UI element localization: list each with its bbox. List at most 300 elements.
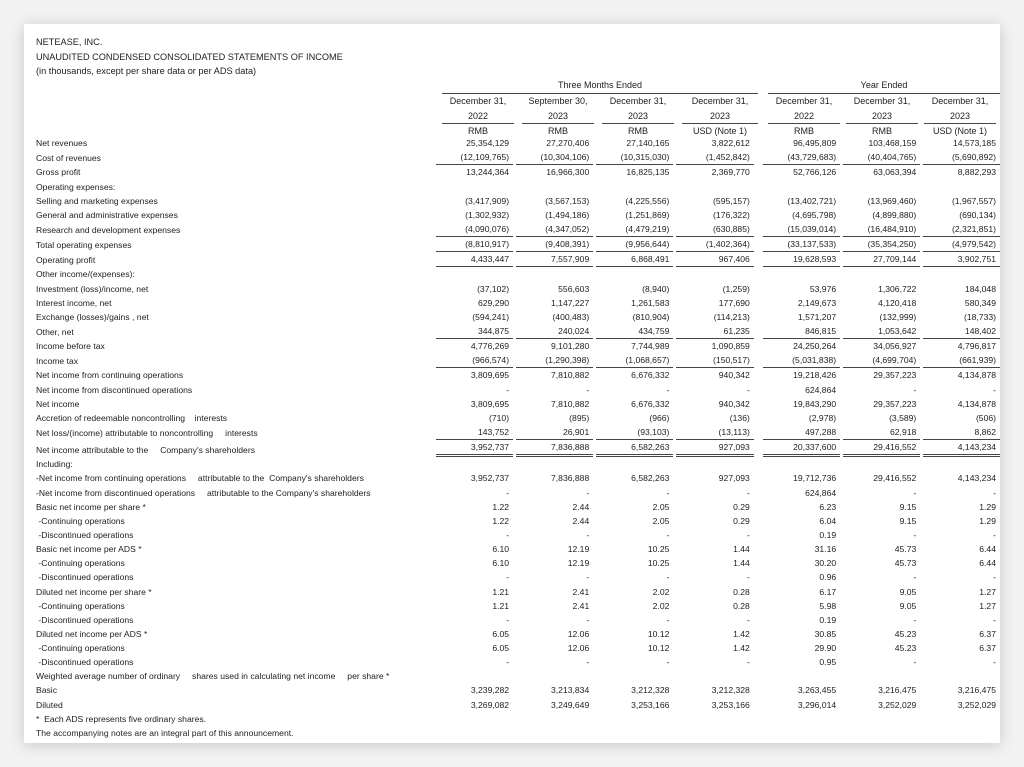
- cell-value: -: [586, 529, 590, 540]
- cell-value: 0.28: [733, 586, 750, 597]
- cell-value: 6,868,491: [596, 252, 674, 267]
- cell-value: 8,882,293: [957, 167, 996, 178]
- table-row: [36, 411, 1000, 425]
- cell-value: 1.44: [733, 558, 750, 569]
- cell-value: (400,483): [552, 311, 590, 322]
- cell-value: 29,357,223: [873, 398, 917, 409]
- cell-value: (4,699,704): [843, 353, 921, 368]
- cell-value: 1,261,583: [631, 297, 670, 308]
- cell-value: 1.22: [492, 515, 510, 526]
- cell-value: 6.37: [979, 628, 996, 639]
- row-label: -Net income from continuing operations attributable to the Company's shareholders: [36, 473, 364, 484]
- cell-value: 20,337,600: [763, 440, 841, 457]
- cell-value: [763, 179, 841, 193]
- cell-value: 0.96: [819, 572, 837, 583]
- cell-value: 25,354,129: [466, 138, 510, 149]
- cell-value: (5,031,838): [763, 353, 841, 368]
- column-gap: [754, 655, 763, 669]
- table-row: [36, 397, 1000, 411]
- table-row: [36, 570, 1000, 584]
- footnote: The accompanying notes are an integral part of this announcement.: [36, 727, 294, 738]
- column-gap: [754, 627, 763, 641]
- cell-value: 27,709,144: [843, 252, 921, 267]
- cell-value: 4,120,418: [878, 297, 917, 308]
- cell-value: -: [746, 487, 750, 498]
- table-row: [36, 584, 1000, 598]
- cell-value: 3,253,166: [711, 699, 750, 710]
- table-row: [36, 669, 1000, 683]
- column-gap: [754, 281, 763, 295]
- cell-value: (4,347,052): [516, 222, 594, 237]
- cell-value: 29,416,552: [873, 473, 917, 484]
- cell-value: (16,484,910): [843, 222, 921, 237]
- cell-value: 19,628,593: [763, 252, 841, 267]
- cell-value: (1,494,186): [545, 209, 590, 220]
- cell-value: 6.17: [819, 586, 837, 597]
- table-row: [36, 281, 1000, 295]
- table-row: [36, 382, 1000, 396]
- row-label: -Discontinued operations: [36, 614, 134, 625]
- cell-value: -: [993, 487, 996, 498]
- cell-value: (710): [489, 412, 510, 423]
- column-year: 2023: [846, 109, 918, 125]
- column-date: December 31,: [931, 96, 989, 106]
- table-row: [36, 641, 1000, 655]
- cell-value: -: [993, 657, 996, 668]
- cell-value: 45.73: [894, 558, 917, 569]
- row-label: Interest income, net: [36, 297, 112, 308]
- table-row: [36, 165, 1000, 179]
- table-row: [36, 697, 1000, 711]
- row-label: Research and development expenses: [36, 224, 181, 235]
- cell-value: [516, 669, 594, 683]
- cell-value: 3,952,737: [436, 440, 514, 457]
- cell-value: -: [913, 657, 917, 668]
- cell-value: 1.22: [492, 501, 510, 512]
- cell-value: (4,225,556): [625, 195, 670, 206]
- cell-value: [923, 457, 1000, 471]
- cell-value: 6,582,263: [596, 440, 674, 457]
- cell-value: 19,843,290: [793, 398, 837, 409]
- cell-value: 10.12: [647, 643, 670, 654]
- cell-value: -: [993, 529, 996, 540]
- column-gap: [754, 237, 763, 252]
- cell-value: (2,321,851): [923, 222, 1000, 237]
- cell-value: (40,404,765): [843, 150, 921, 165]
- table-row: [36, 353, 1000, 368]
- cell-value: 7,836,888: [551, 473, 590, 484]
- cell-value: [596, 267, 674, 281]
- column-date: December 31,: [775, 96, 833, 106]
- cell-value: 34,056,927: [873, 341, 917, 352]
- row-label: Accretion of redeemable noncontrolling interests: [36, 412, 228, 423]
- column-gap: [754, 252, 763, 267]
- cell-value: 344,875: [436, 324, 514, 339]
- cell-value: 19,218,426: [793, 370, 837, 381]
- cell-value: [676, 457, 754, 471]
- cell-value: 7,810,882: [551, 398, 590, 409]
- cell-value: (4,090,076): [436, 222, 514, 237]
- cell-value: (4,695,798): [792, 209, 837, 220]
- cell-value: 2.05: [652, 515, 670, 526]
- column-gap: [754, 613, 763, 627]
- table-row: [36, 457, 1000, 471]
- cell-value: 3,809,695: [470, 398, 510, 409]
- cell-value: 3,212,328: [631, 685, 670, 696]
- cell-value: 4,134,878: [957, 398, 996, 409]
- cell-value: 3,252,029: [878, 699, 917, 710]
- cell-value: -: [913, 572, 917, 583]
- row-label: -Continuing operations: [36, 558, 125, 569]
- cell-value: [843, 179, 921, 193]
- table-row: [36, 613, 1000, 627]
- cell-value: (2,978): [808, 412, 837, 423]
- table-row: [36, 222, 1000, 237]
- column-header: [442, 94, 514, 139]
- cell-value: 4,433,447: [436, 252, 514, 267]
- cell-value: 29,357,223: [873, 370, 917, 381]
- cell-value: (3,567,153): [545, 195, 590, 206]
- column-gap: [754, 556, 763, 570]
- cell-value: 629,290: [478, 297, 510, 308]
- cell-value: (1,251,869): [625, 209, 670, 220]
- cell-value: 6.10: [492, 558, 510, 569]
- column-gap: [754, 296, 763, 310]
- cell-value: -: [666, 529, 670, 540]
- cell-value: -: [506, 487, 510, 498]
- cell-value: 53,976: [809, 283, 837, 294]
- footnote-row: [36, 726, 1000, 740]
- cell-value: -: [913, 487, 917, 498]
- table-row: [36, 655, 1000, 669]
- cell-value: 1,090,859: [711, 341, 750, 352]
- cell-value: -: [913, 614, 917, 625]
- cell-value: -: [666, 384, 670, 395]
- column-currency: USD (Note 1): [692, 126, 747, 136]
- cell-value: -: [586, 572, 590, 583]
- row-label: Basic net income per ADS *: [36, 544, 142, 555]
- row-label: Net income attributable to the Company's shareholders: [36, 445, 255, 456]
- cell-value: 240,024: [516, 324, 594, 339]
- row-label: Net loss/(income) attributable to noncontrolling interests: [36, 427, 258, 438]
- cell-value: 846,815: [763, 324, 841, 339]
- cell-value: 0.95: [819, 657, 837, 668]
- row-label: -Discontinued operations: [36, 529, 134, 540]
- row-label: Investment (loss)/income, net: [36, 283, 149, 294]
- cell-value: (9,956,644): [596, 237, 674, 252]
- column-gap: [754, 267, 763, 281]
- table-row: [36, 368, 1000, 382]
- cell-value: 7,557,909: [516, 252, 594, 267]
- column-gap: [754, 570, 763, 584]
- cell-value: (4,979,542): [923, 237, 1000, 252]
- column-gap: [754, 310, 763, 324]
- cell-value: [516, 267, 594, 281]
- row-label: Other income/(expenses):: [36, 269, 135, 280]
- cell-value: 63,063,394: [873, 167, 917, 178]
- table-row: [36, 310, 1000, 324]
- cell-value: (4,899,880): [872, 209, 917, 220]
- cell-value: [923, 669, 1000, 683]
- cell-value: -: [666, 487, 670, 498]
- cell-value: -: [746, 614, 750, 625]
- row-label: -Continuing operations: [36, 515, 125, 526]
- table-row: [36, 425, 1000, 440]
- cell-value: [923, 179, 1000, 193]
- table-row: [36, 150, 1000, 165]
- column-date: December 31,: [449, 96, 507, 106]
- statement-title: UNAUDITED CONDENSED CONSOLIDATED STATEMENTS OF INCOME: [36, 52, 343, 62]
- table-row: [36, 267, 1000, 281]
- column-gap: [754, 165, 763, 179]
- cell-value: 3,249,649: [551, 699, 590, 710]
- cell-value: [843, 669, 921, 683]
- column-year: 2023: [522, 109, 594, 125]
- statement-page: [24, 24, 1000, 743]
- cell-value: -: [746, 657, 750, 668]
- cell-value: 184,048: [964, 283, 996, 294]
- cell-value: 27,270,406: [546, 138, 590, 149]
- cell-value: 6.05: [492, 628, 510, 639]
- cell-value: 2.44: [572, 515, 590, 526]
- cell-value: 103,468,159: [868, 138, 917, 149]
- cell-value: -: [586, 614, 590, 625]
- table-row: [36, 296, 1000, 310]
- column-gap: [754, 584, 763, 598]
- table-row: [36, 599, 1000, 613]
- cell-value: 3,253,166: [631, 699, 670, 710]
- cell-value: [596, 179, 674, 193]
- column-gap: [754, 425, 763, 440]
- column-gap: [754, 528, 763, 542]
- row-label: Other, net: [36, 326, 74, 337]
- cell-value: 12.06: [567, 628, 590, 639]
- cell-value: (15,039,014): [763, 222, 841, 237]
- table-row: [36, 514, 1000, 528]
- cell-value: (690,134): [959, 209, 996, 220]
- row-label: Gross profit: [36, 167, 81, 178]
- column-gap: [754, 208, 763, 222]
- table-row: [36, 179, 1000, 193]
- cell-value: 6,676,332: [631, 398, 670, 409]
- table-row: [36, 542, 1000, 556]
- cell-value: [436, 267, 514, 281]
- cell-value: 16,825,135: [626, 167, 670, 178]
- cell-value: 6,582,263: [631, 473, 670, 484]
- cell-value: 2,149,673: [797, 297, 837, 308]
- cell-value: 624,864: [805, 487, 837, 498]
- cell-value: 8,862: [923, 425, 1000, 440]
- cell-value: 31.16: [814, 544, 837, 555]
- cell-value: 6.37: [979, 643, 996, 654]
- cell-value: (13,113): [676, 425, 754, 440]
- table-row: [36, 627, 1000, 641]
- cell-value: 9.05: [899, 600, 917, 611]
- row-label: Selling and marketing expenses: [36, 195, 158, 206]
- cell-value: 52,766,126: [793, 167, 837, 178]
- cell-value: 4,143,234: [957, 473, 996, 484]
- table-row: [36, 324, 1000, 339]
- cell-value: 967,406: [676, 252, 754, 267]
- cell-value: 6,676,332: [631, 370, 670, 381]
- cell-value: [516, 179, 594, 193]
- cell-value: 4,796,817: [957, 341, 996, 352]
- cell-value: -: [666, 572, 670, 583]
- cell-value: 45.23: [894, 643, 917, 654]
- cell-value: 927,093: [718, 473, 750, 484]
- cell-value: 1.42: [733, 643, 750, 654]
- cell-value: (176,322): [713, 209, 750, 220]
- row-label: -Continuing operations: [36, 643, 125, 654]
- column-currency: USD (Note 1): [932, 126, 987, 136]
- cell-value: 10.12: [647, 628, 670, 639]
- row-label: Basic net income per share *: [36, 501, 146, 512]
- row-label: Net income from discontinued operations: [36, 384, 193, 395]
- cell-value: 0.28: [733, 600, 750, 611]
- cell-value: 1,306,722: [878, 283, 917, 294]
- cell-value: (4,479,219): [596, 222, 674, 237]
- cell-value: 29.90: [814, 643, 837, 654]
- table-row: [36, 237, 1000, 252]
- cell-value: (43,729,683): [763, 150, 841, 165]
- cell-value: 9.15: [899, 501, 917, 512]
- column-header: [924, 94, 996, 139]
- table-row: [36, 339, 1000, 353]
- cell-value: -: [586, 384, 590, 395]
- cell-value: (8,810,917): [436, 237, 514, 252]
- column-gap: [754, 471, 763, 485]
- column-header: [602, 94, 674, 139]
- cell-value: 6.05: [492, 643, 510, 654]
- statement-subtitle: (in thousands, except per share data or per ADS data): [36, 66, 257, 76]
- table-row: [36, 528, 1000, 542]
- cell-value: (3,589): [889, 412, 917, 423]
- cell-value: 624,864: [805, 384, 837, 395]
- cell-value: (18,733): [963, 311, 996, 322]
- cell-value: 1,571,207: [797, 311, 837, 322]
- cell-value: 3,216,475: [957, 685, 996, 696]
- column-year: 2023: [924, 109, 996, 125]
- column-header: [682, 94, 758, 139]
- cell-value: 0.29: [733, 515, 750, 526]
- cell-value: 143,752: [436, 425, 514, 440]
- cell-value: (150,517): [676, 353, 754, 368]
- cell-value: [843, 267, 921, 281]
- cell-value: -: [993, 572, 996, 583]
- cell-value: 1.21: [492, 586, 510, 597]
- cell-value: 26,901: [516, 425, 594, 440]
- cell-value: 2.02: [652, 600, 670, 611]
- cell-value: (810,904): [632, 311, 670, 322]
- column-gap: [754, 368, 763, 382]
- cell-value: [596, 457, 674, 471]
- cell-value: 3,213,834: [551, 685, 590, 696]
- cell-value: -: [993, 384, 996, 395]
- row-label: Cost of revenues: [36, 153, 101, 164]
- cell-value: -: [746, 384, 750, 395]
- cell-value: [763, 267, 841, 281]
- column-gap: [754, 324, 763, 339]
- cell-value: 148,402: [923, 324, 1000, 339]
- cell-value: (1,068,657): [596, 353, 674, 368]
- cell-value: -: [586, 487, 590, 498]
- column-gap: [754, 179, 763, 193]
- cell-value: (594,241): [472, 311, 510, 322]
- table-row: [36, 683, 1000, 697]
- row-label: Income before tax: [36, 341, 105, 352]
- cell-value: [436, 179, 514, 193]
- row-label: General and administrative expenses: [36, 209, 178, 220]
- cell-value: [763, 457, 841, 471]
- group-label-year-ended: Year Ended: [768, 80, 1000, 94]
- cell-value: 1.29: [979, 515, 996, 526]
- row-label: Diluted net income per ADS *: [36, 628, 148, 639]
- cell-value: (5,690,892): [923, 150, 1000, 165]
- cell-value: (12,109,765): [436, 150, 514, 165]
- cell-value: 2.41: [572, 600, 590, 611]
- cell-value: 927,093: [676, 440, 754, 457]
- column-gap: [754, 485, 763, 499]
- cell-value: 2.44: [572, 501, 590, 512]
- cell-value: 2.05: [652, 501, 670, 512]
- cell-value: (1,302,932): [465, 209, 510, 220]
- cell-value: 3,269,082: [470, 699, 510, 710]
- cell-value: 1.27: [979, 600, 996, 611]
- cell-value: -: [993, 614, 996, 625]
- cell-value: (3,417,909): [465, 195, 510, 206]
- cell-value: 580,349: [964, 297, 996, 308]
- cell-value: 45.73: [894, 544, 917, 555]
- cell-value: (10,315,030): [596, 150, 674, 165]
- cell-value: (13,402,721): [787, 195, 837, 206]
- column-currency: RMB: [794, 126, 814, 136]
- cell-value: 14,573,185: [952, 138, 996, 149]
- row-label: Diluted net income per share *: [36, 586, 152, 597]
- cell-value: (630,885): [676, 222, 754, 237]
- cell-value: 4,143,234: [923, 440, 1000, 457]
- column-date: December 31,: [853, 96, 911, 106]
- cell-value: 556,603: [558, 283, 590, 294]
- column-year: 2023: [682, 109, 758, 125]
- column-gap: [754, 669, 763, 683]
- cell-value: 3,216,475: [878, 685, 917, 696]
- cell-value: [436, 457, 514, 471]
- cell-value: 1.42: [733, 628, 750, 639]
- cell-value: 10.25: [647, 558, 670, 569]
- cell-value: [676, 267, 754, 281]
- cell-value: 19,712,736: [793, 473, 837, 484]
- cell-value: -: [746, 572, 750, 583]
- column-currency: RMB: [548, 126, 568, 136]
- row-label: Income tax: [36, 356, 79, 367]
- cell-value: (93,103): [596, 425, 674, 440]
- cell-value: 12.19: [567, 558, 590, 569]
- cell-value: (661,939): [923, 353, 1000, 368]
- cell-value: 29,416,552: [843, 440, 921, 457]
- cell-value: 13,244,364: [466, 167, 510, 178]
- cell-value: (132,999): [879, 311, 917, 322]
- row-label: Operating profit: [36, 255, 96, 266]
- cell-value: 0.19: [819, 529, 837, 540]
- cell-value: 2.02: [652, 586, 670, 597]
- cell-value: 45.23: [894, 628, 917, 639]
- row-label: -Discontinued operations: [36, 657, 134, 668]
- cell-value: (136): [729, 412, 750, 423]
- column-gap: [754, 641, 763, 655]
- table-row: [36, 500, 1000, 514]
- column-header: [522, 94, 594, 139]
- cell-value: 9.15: [899, 515, 917, 526]
